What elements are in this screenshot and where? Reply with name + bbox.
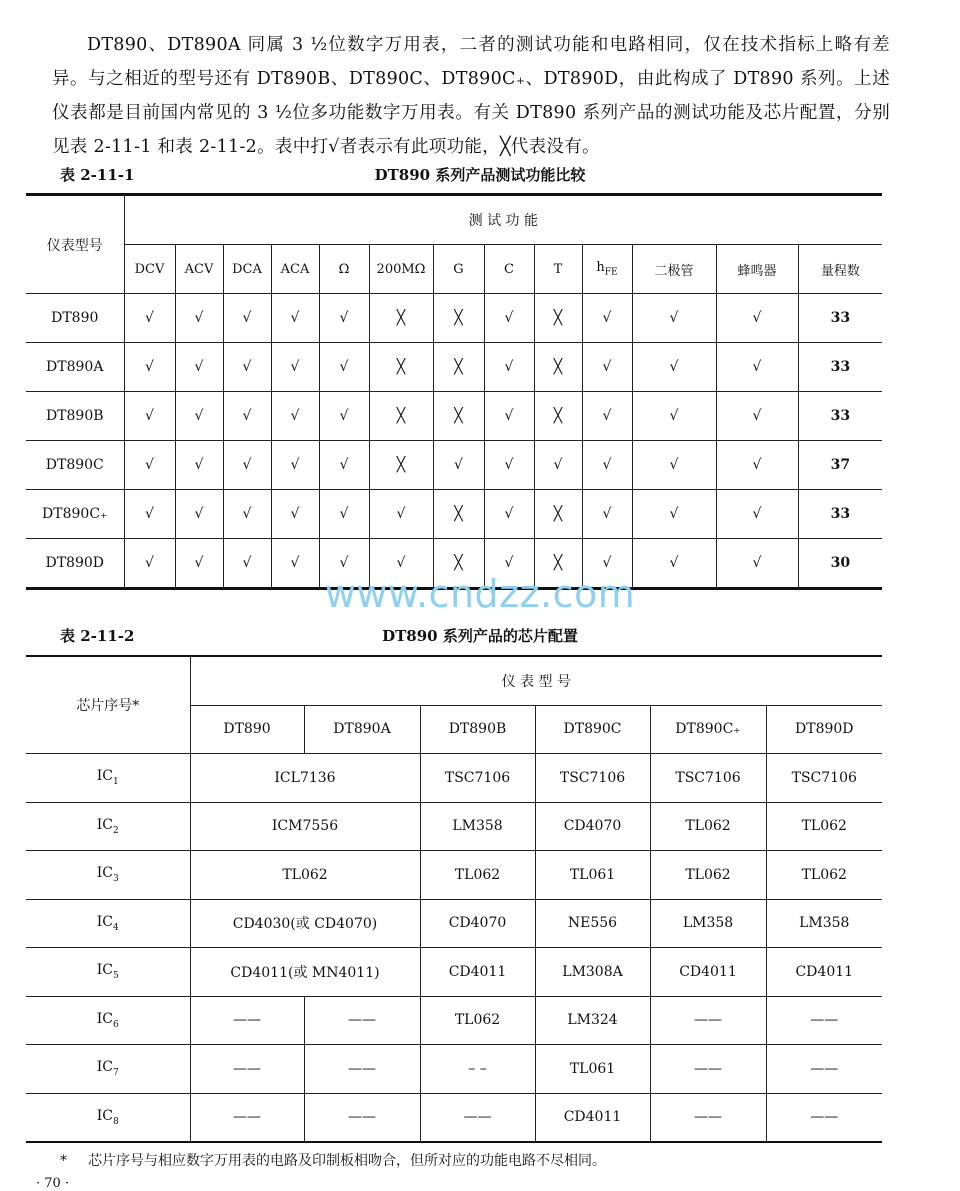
check-icon: √ (271, 441, 319, 490)
ic-label: $IC_3$ (26, 851, 190, 900)
ic-label: $IC_6$ (26, 996, 190, 1045)
check-icon: √ (124, 441, 175, 490)
chip-cell: —— (766, 1093, 882, 1142)
column-header: Ω (319, 245, 369, 294)
footnote (60, 1150, 606, 1170)
chip-header: 芯片序号* (26, 656, 190, 754)
chip-cell: CD4011 (766, 948, 882, 997)
check-icon: √ (319, 490, 369, 539)
check-icon: √ (484, 441, 534, 490)
check-icon: √ (223, 343, 271, 392)
model-column-header: DT890C (535, 705, 650, 754)
range-count: 33 (798, 294, 882, 343)
table-row (26, 1045, 882, 1094)
check-icon: √ (484, 392, 534, 441)
model-cell: DT890C₊ (26, 490, 124, 539)
column-header: 蜂鸣器 (716, 245, 798, 294)
check-icon: √ (271, 539, 319, 589)
check-icon: √ (716, 294, 798, 343)
ic-label: $IC_2$ (26, 802, 190, 851)
check-icon: √ (175, 490, 223, 539)
chip-cell: LM324 (535, 996, 650, 1045)
check-icon: √ (319, 441, 369, 490)
cross-icon: ╳ (433, 539, 484, 589)
column-header: $h_{FE}$ (582, 245, 632, 294)
function-group-header: 测 试 功 能 (124, 195, 882, 245)
check-icon: √ (484, 294, 534, 343)
check-icon: √ (632, 294, 716, 343)
ic-label: $IC_4$ (26, 899, 190, 948)
chip-cell: TSC7106 (650, 754, 766, 803)
check-icon: √ (369, 490, 433, 539)
model-column-header: DT890D (766, 705, 882, 754)
check-icon: √ (433, 441, 484, 490)
check-icon: √ (223, 490, 271, 539)
chip-cell-shared: CD4011(或 MN4011) (190, 948, 420, 997)
check-icon: √ (271, 294, 319, 343)
check-icon: √ (582, 490, 632, 539)
cross-icon: ╳ (534, 294, 582, 343)
check-icon: √ (124, 294, 175, 343)
column-header: DCV (124, 245, 175, 294)
model-cell: DT890B (26, 392, 124, 441)
check-icon: √ (716, 539, 798, 589)
check-icon: √ (484, 343, 534, 392)
column-header: ACA (271, 245, 319, 294)
chip-cell: NE556 (535, 899, 650, 948)
table-row (26, 1093, 882, 1142)
chip-cell: —— (190, 996, 304, 1045)
table-row (26, 392, 882, 441)
check-icon: √ (632, 343, 716, 392)
table2-number: 表 2-11-2 (60, 627, 135, 645)
check-icon: √ (484, 539, 534, 589)
check-icon: √ (175, 294, 223, 343)
column-header: ACV (175, 245, 223, 294)
column-header: C (484, 245, 534, 294)
table-row (26, 851, 882, 900)
chip-cell: TL062 (420, 851, 535, 900)
check-icon: √ (319, 294, 369, 343)
footnote-text: 芯片序号与相应数字万用表的电路及印制板相吻合，但所对应的功能电路不尽相同。 (88, 1153, 606, 1169)
check-icon: √ (175, 441, 223, 490)
check-icon: √ (582, 441, 632, 490)
model-column-header: DT890B (420, 705, 535, 754)
cross-icon: ╳ (369, 294, 433, 343)
column-header: 二极管 (632, 245, 716, 294)
chip-cell: LM358 (420, 802, 535, 851)
range-count: 37 (798, 441, 882, 490)
chip-cell: TSC7106 (535, 754, 650, 803)
check-icon: √ (223, 294, 271, 343)
check-icon: √ (124, 490, 175, 539)
check-icon: √ (223, 539, 271, 589)
check-icon: √ (369, 539, 433, 589)
chip-cell: —— (766, 1045, 882, 1094)
check-icon: √ (223, 441, 271, 490)
cross-icon: ╳ (433, 490, 484, 539)
chip-cell: TL062 (650, 851, 766, 900)
chip-cell: CD4011 (650, 948, 766, 997)
cross-icon: ╳ (369, 343, 433, 392)
chip-cell: TSC7106 (420, 754, 535, 803)
chip-cell: —— (766, 996, 882, 1045)
table-row (26, 899, 882, 948)
chip-cell: —— (304, 1045, 420, 1094)
check-icon: √ (223, 392, 271, 441)
table1-title: DT890 系列产品测试功能比较 (374, 166, 586, 184)
chip-cell: TL062 (766, 802, 882, 851)
check-icon: √ (271, 392, 319, 441)
model-column-header: DT890A (304, 705, 420, 754)
chip-cell: TL061 (535, 1045, 650, 1094)
check-icon: √ (175, 392, 223, 441)
chip-cell: —— (304, 1093, 420, 1142)
cross-icon: ╳ (534, 539, 582, 589)
chip-cell-shared: TL062 (190, 851, 420, 900)
chip-cell: —— (650, 996, 766, 1045)
chip-cell: —— (650, 1093, 766, 1142)
range-count: 33 (798, 392, 882, 441)
chip-cell: TL062 (766, 851, 882, 900)
cross-icon: ╳ (433, 294, 484, 343)
chip-cell: —— (650, 1045, 766, 1094)
cross-icon: ╳ (534, 392, 582, 441)
model-cell: DT890D (26, 539, 124, 589)
ic-label: $IC_7$ (26, 1045, 190, 1094)
range-count: 33 (798, 343, 882, 392)
chip-cell: —— (420, 1093, 535, 1142)
check-icon: √ (124, 392, 175, 441)
table1-number: 表 2-11-1 (60, 166, 135, 184)
check-icon: √ (534, 441, 582, 490)
model-group-header: 仪 表 型 号 (190, 656, 882, 705)
table-row (26, 490, 882, 539)
chip-cell: – – (420, 1045, 535, 1094)
model-cell: DT890 (26, 294, 124, 343)
cross-icon: ╳ (534, 343, 582, 392)
column-header: 量程数 (798, 245, 882, 294)
model-cell: DT890A (26, 343, 124, 392)
column-header: 200MΩ (369, 245, 433, 294)
table-row (26, 441, 882, 490)
table-row (26, 996, 882, 1045)
ic-label: $IC_5$ (26, 948, 190, 997)
chip-cell: CD4011 (420, 948, 535, 997)
column-header: T (534, 245, 582, 294)
check-icon: √ (632, 441, 716, 490)
chip-cell: —— (304, 996, 420, 1045)
check-icon: √ (319, 539, 369, 589)
table-row (26, 343, 882, 392)
check-icon: √ (175, 539, 223, 589)
chip-cell: CD4070 (420, 899, 535, 948)
cross-icon: ╳ (433, 392, 484, 441)
check-icon: √ (124, 539, 175, 589)
chip-cell: LM358 (650, 899, 766, 948)
check-icon: √ (716, 343, 798, 392)
check-icon: √ (319, 392, 369, 441)
model-header: 仪表型号 (26, 195, 124, 294)
column-header: G (433, 245, 484, 294)
check-icon: √ (175, 343, 223, 392)
model-cell: DT890C (26, 441, 124, 490)
chip-cell: CD4011 (535, 1093, 650, 1142)
check-icon: √ (124, 343, 175, 392)
chip-cell-shared: ICM7556 (190, 802, 420, 851)
check-icon: √ (319, 343, 369, 392)
function-comparison-table (26, 193, 882, 590)
table-row (26, 948, 882, 997)
footnote-star: * (60, 1153, 67, 1169)
chip-cell: TL061 (535, 851, 650, 900)
chip-configuration-table (26, 655, 882, 1143)
check-icon: √ (582, 392, 632, 441)
check-icon: √ (716, 392, 798, 441)
check-icon: √ (716, 490, 798, 539)
table2-title: DT890 系列产品的芯片配置 (382, 627, 578, 645)
check-icon: √ (632, 392, 716, 441)
cross-icon: ╳ (534, 490, 582, 539)
model-column-header: DT890 (190, 705, 304, 754)
page-number: · 70 · (36, 1176, 70, 1191)
watermark: www.cndzz.com (324, 572, 636, 616)
range-count: 30 (798, 539, 882, 589)
chip-cell-shared: ICL7136 (190, 754, 420, 803)
chip-cell: TSC7106 (766, 754, 882, 803)
check-icon: √ (271, 343, 319, 392)
cross-icon: ╳ (433, 343, 484, 392)
chip-cell: —— (190, 1045, 304, 1094)
table-row (26, 754, 882, 803)
cross-icon: ╳ (369, 441, 433, 490)
cross-icon: ╳ (369, 392, 433, 441)
check-icon: √ (582, 539, 632, 589)
chip-cell-shared: CD4030(或 CD4070) (190, 899, 420, 948)
chip-cell: CD4070 (535, 802, 650, 851)
check-icon: √ (632, 490, 716, 539)
chip-cell: TL062 (420, 996, 535, 1045)
check-icon: √ (582, 294, 632, 343)
model-column-header: DT890C₊ (650, 705, 766, 754)
table-row (26, 294, 882, 343)
range-count: 33 (798, 490, 882, 539)
check-icon: √ (484, 490, 534, 539)
intro-paragraph: DT890、DT890A 同属 3 ½位数字万用表，二者的测试功能和电路相同，仅在技术指标上略有差异。与之相近的型号还有 DT890B、DT890C、DT890C₊、DT890D，由此构成了 DT890 系列。上述仪表都是目前国内常见的 3 ½位多功能数字万用表。有关 DT890 系列产品的测试功能及芯片配置，分别见表 2-11-1 和表 2-11-2。表中打√者表示有此项功能，╳代表没有。 (52, 35, 890, 157)
column-header: DCA (223, 245, 271, 294)
check-icon: √ (271, 490, 319, 539)
check-icon: √ (716, 441, 798, 490)
table-row (26, 802, 882, 851)
ic-label: $IC_8$ (26, 1093, 190, 1142)
chip-cell: TL062 (650, 802, 766, 851)
check-icon: √ (582, 343, 632, 392)
ic-label: $IC_1$ (26, 754, 190, 803)
chip-cell: —— (190, 1093, 304, 1142)
chip-cell: LM308A (535, 948, 650, 997)
chip-cell: LM358 (766, 899, 882, 948)
check-icon: √ (632, 539, 716, 589)
